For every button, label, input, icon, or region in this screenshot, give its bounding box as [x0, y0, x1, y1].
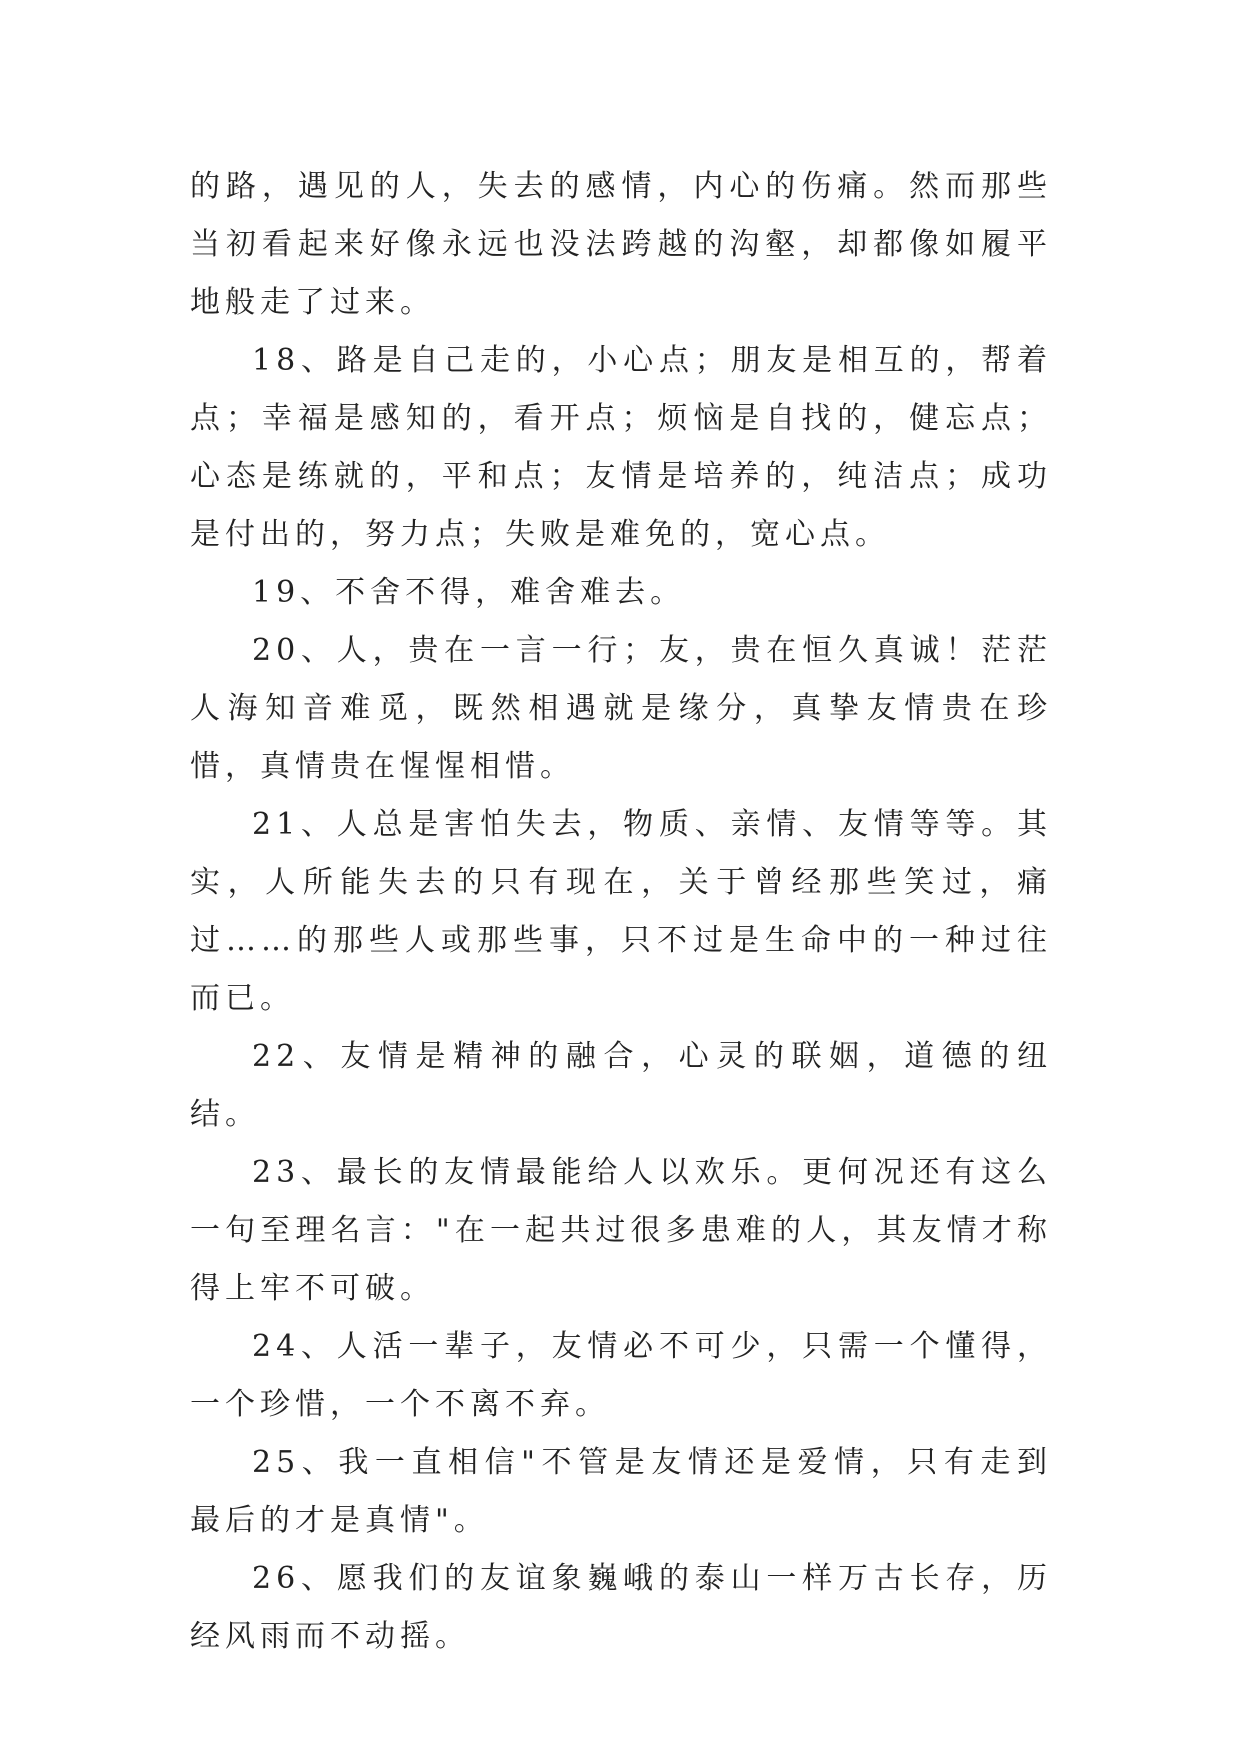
paragraph-item-26: 26、愿我们的友谊象巍峨的泰山一样万古长存，历经风雨而不动摇。 — [190, 1561, 1052, 1654]
paragraph-item-23: 23、最长的友情最能给人以欢乐。更何况还有这么一句至理名言："在一起共过很多患难的人，其友情才称得上牢不可破。 — [190, 1155, 1052, 1306]
paragraph-item-24: 24、人活一辈子，友情必不可少，只需一个懂得，一个珍惜，一个不离不弃。 — [190, 1329, 1052, 1422]
paragraph-item-20: 20、人，贵在一言一行；友，贵在恒久真诚！茫茫人海知音难觅，既然相遇就是缘分，真挚友情贵在珍惜，真情贵在惺惺相惜。 — [190, 633, 1052, 784]
paragraph-item-25: 25、我一直相信"不管是友情还是爱情，只有走到最后的才是真情"。 — [190, 1445, 1052, 1538]
paragraph-item-21: 21、人总是害怕失去，物质、亲情、友情等等。其实，人所能失去的只有现在，关于曾经那些笑过，痛过……的那些人或那些事，只不过是生命中的一种过往而已。 — [190, 807, 1052, 1016]
document-body — [190, 158, 1052, 1666]
paragraph-item-18: 18、路是自己走的，小心点；朋友是相互的，帮着点；幸福是感知的，看开点；烦恼是自找的，健忘点；心态是练就的，平和点；友情是培养的，纯洁点；成功是付出的，努力点；失败是难免的，宽心点。 — [190, 343, 1052, 552]
paragraph-continued: 的路，遇见的人，失去的感情，内心的伤痛。然而那些当初看起来好像永远也没法跨越的沟壑，却都像如履平地般走了过来。 — [190, 169, 1052, 320]
paragraph-item-19: 19、不舍不得，难舍难去。 — [252, 575, 686, 610]
paragraph-item-22: 22、友情是精神的融合，心灵的联姻，道德的纽结。 — [190, 1039, 1052, 1132]
